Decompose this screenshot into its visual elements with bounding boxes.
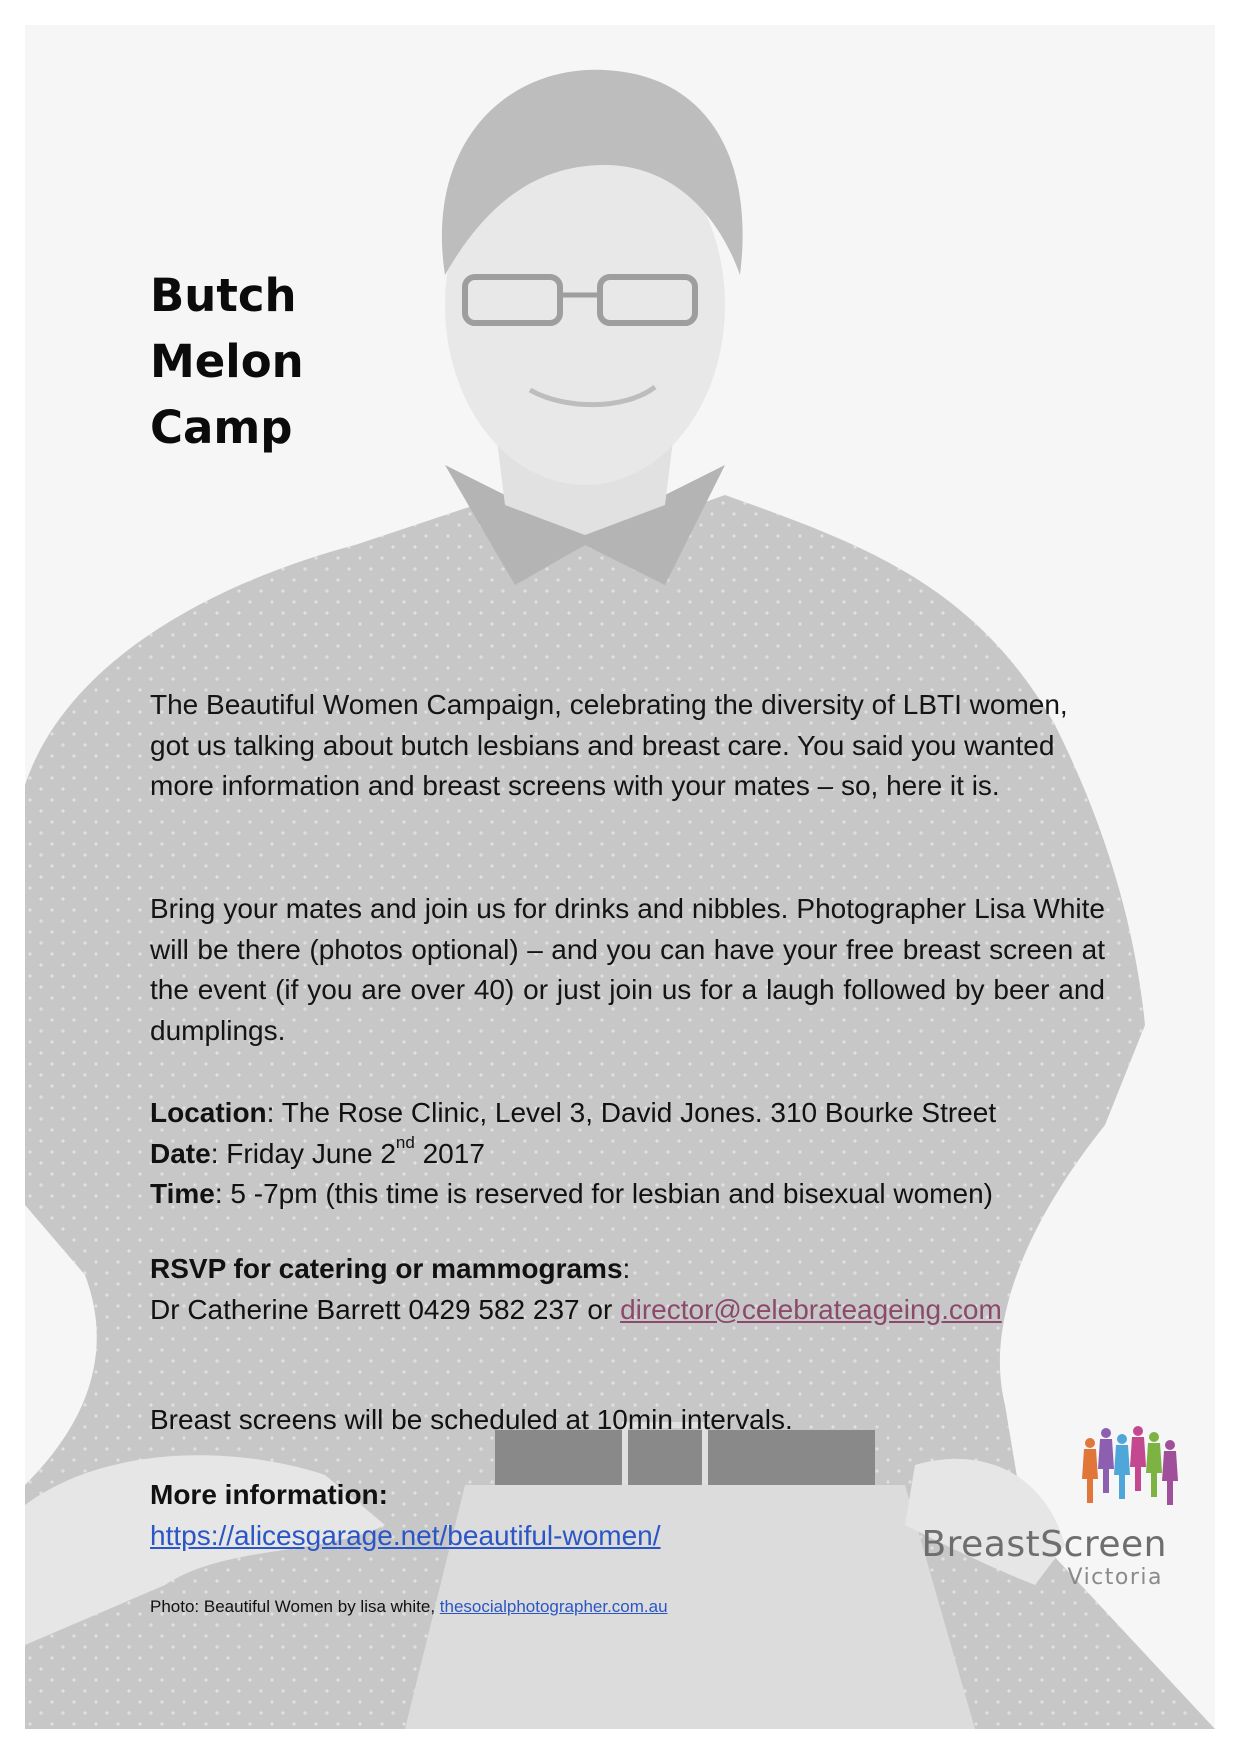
logo-name: BreastScreen: [921, 1524, 1167, 1565]
photo-credit: [150, 1595, 668, 1619]
event-details: [150, 1093, 996, 1215]
women-figures-icon: [1080, 1425, 1180, 1505]
location-value: : The Rose Clinic, Level 3, David Jones. 310 Bourke Street: [266, 1097, 997, 1128]
figure-1: [1082, 1438, 1098, 1503]
rsvp-contact: Dr Catherine Barrett 0429 582 237 or: [150, 1293, 621, 1325]
date-suffix: nd: [395, 1133, 415, 1153]
date-year: 2017: [414, 1137, 485, 1169]
email-link[interactable]: director@celebrateageing.com: [620, 1293, 1002, 1325]
title-line-2: Melon: [150, 335, 304, 388]
figure-6: [1162, 1440, 1178, 1505]
schedule-note: Breast screens will be scheduled at 10min intervals.: [150, 1404, 793, 1435]
rsvp-section: [150, 1249, 1002, 1330]
credit-text: Photo: Beautiful Women by lisa white,: [150, 1597, 440, 1616]
invite-paragraph: Bring your mates and join us for drinks and nibbles. Photographer Lisa White will be there (photos optional) – and you can have your free breast screen at the event (if you are over 40) or just join us for a laugh followed by beer and dumplings.: [150, 893, 1105, 1046]
intro-paragraph: The Beautiful Women Campaign, celebrating the diversity of LBTI women, got us talking about butch lesbians and breast care. You said you wanted more information and breast screens with your mates – so, here it is.: [150, 689, 1068, 801]
location-label: Location: [150, 1097, 267, 1128]
figure-3: [1114, 1434, 1130, 1499]
figure-2: [1098, 1428, 1114, 1493]
time-label: Time: [150, 1178, 215, 1209]
time-value: : 5 -7pm (this time is reserved for lesbian and bisexual women): [214, 1178, 993, 1209]
flyer-page: [25, 25, 1215, 1729]
more-info-section: [150, 1475, 661, 1556]
time-line: [150, 1174, 996, 1215]
more-info-label: More information:: [150, 1479, 388, 1510]
rsvp-heading: [150, 1249, 1002, 1290]
title-line-3: Camp: [150, 401, 293, 454]
logo-subtitle: Victoria: [1067, 1565, 1163, 1590]
title-line-1: Butch: [150, 269, 297, 322]
photographer-link[interactable]: thesocialphotographer.com.au: [439, 1597, 668, 1616]
breastscreen-logo: [905, 1425, 1185, 1595]
figure-5: [1146, 1432, 1162, 1497]
rsvp-colon: :: [622, 1253, 631, 1284]
page-title: [150, 263, 304, 461]
more-info-link[interactable]: https://alicesgarage.net/beautiful-women/: [150, 1519, 661, 1551]
figure-4: [1130, 1426, 1146, 1491]
rsvp-contact-line: [150, 1290, 1002, 1331]
rsvp-label: RSVP for catering or mammograms: [150, 1253, 623, 1284]
date-value: : Friday June 2: [210, 1137, 396, 1169]
date-label: Date: [150, 1137, 211, 1169]
location-line: [150, 1093, 996, 1134]
date-line: [150, 1134, 996, 1175]
